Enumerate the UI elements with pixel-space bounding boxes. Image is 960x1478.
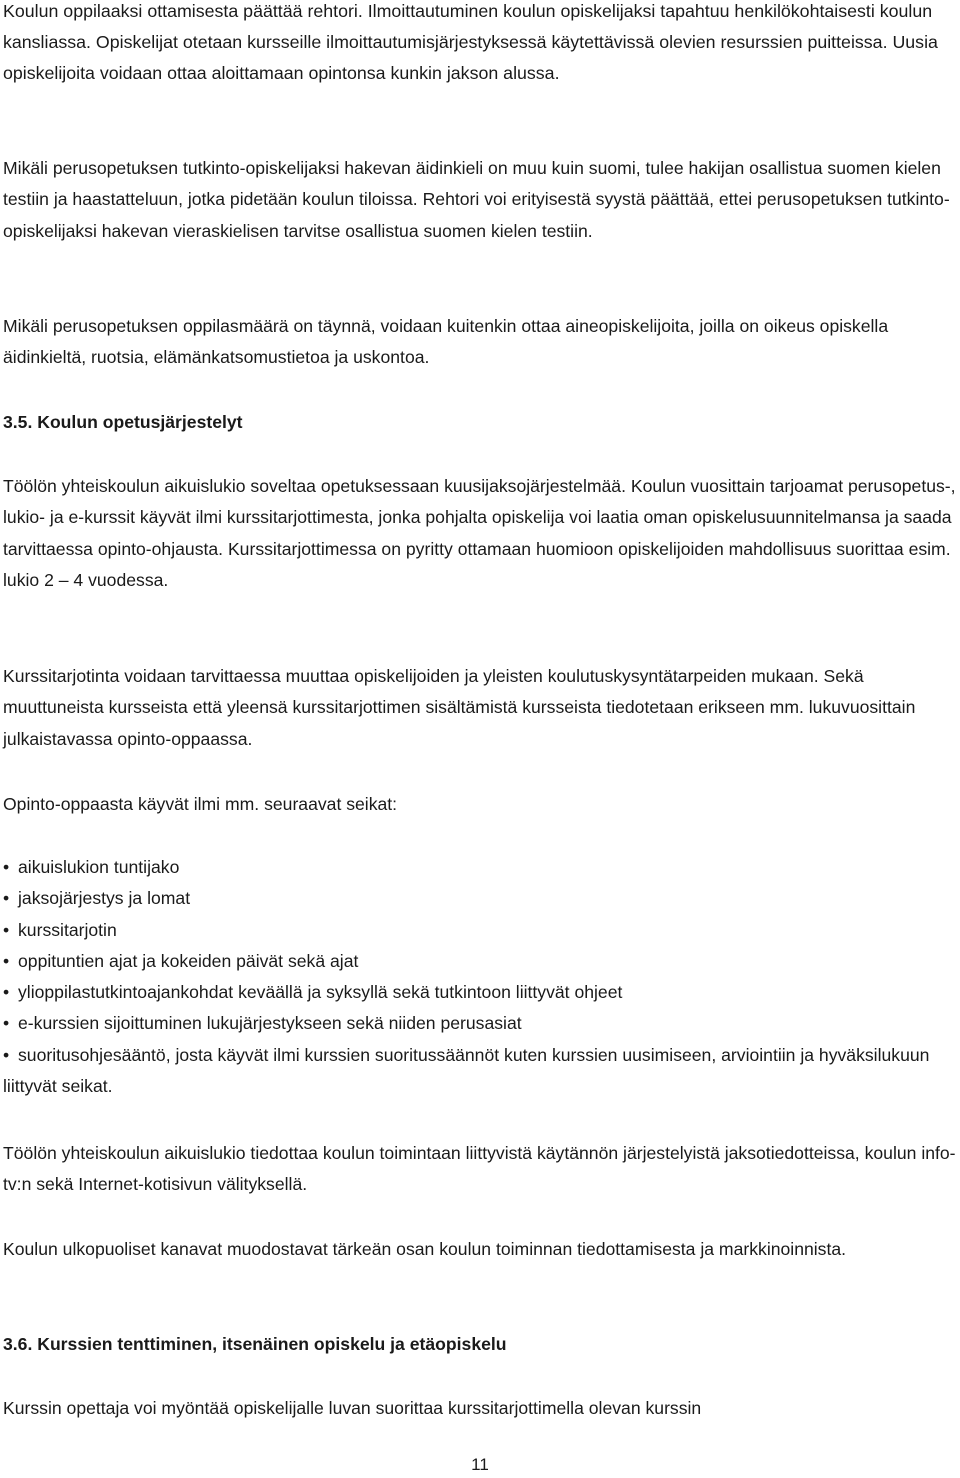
list-item: • jaksojärjestys ja lomat (3, 883, 958, 914)
list-item: • suoritusohjesääntö, josta käyvät ilmi kurssien suoritussäännöt kuten kurssien uusimiseen, arviointiin ja hyväksilukuun liittyvät seikat. (3, 1040, 958, 1103)
bullet-mark: • (3, 982, 10, 1003)
paragraph-study-guide-intro: Opinto-oppaasta käyvät ilmi mm. seuraavat seikat: (3, 794, 398, 814)
bullet-mark: • (3, 950, 10, 971)
page-number: 11 (471, 1455, 489, 1474)
section-heading-3-6: 3.6. Kurssien tenttiminen, itsenäinen opiskelu ja etäopiskelu (3, 1334, 507, 1354)
bullet-mark: • (3, 888, 10, 909)
list-item: • ylioppilastutkintoajankohdat keväällä ja syksyllä sekä tutkintoon liittyvät ohjeet (3, 977, 958, 1008)
paragraph-admission: Koulun oppilaaksi ottamisesta päättää rehtori. Ilmoittautuminen koulun opiskelijaksi tapahtuu henkilökohtaisesti koulun kansliassa. Opiskelijat otetaan kursseille ilmoittautumisjärjestyksessä käytettävissä olevien resurssien puitteissa. Uusia opiskelijoita voidaan ottaa aloittamaan opintonsa kunkin jakson alussa. (3, 1, 938, 83)
study-guide-list (3, 852, 958, 1102)
bullet-mark: • (3, 1044, 10, 1065)
paragraph-language-test: Mikäli perusopetuksen tutkinto-opiskelijaksi hakevan äidinkieli on muu kuin suomi, tulee hakijan osallistua suomen kielen testiin ja haastatteluun, jotka pidetään koulun tiloissa. Rehtori voi erityisestä syystä päättää, ettei perusopetuksen tutkinto-opiskelijaksi hakevan vieraskielisen tarvitse osallistua suomen kielen testiin. (3, 158, 950, 241)
list-item: • oppituntien ajat ja kokeiden päivät sekä ajat (3, 946, 958, 977)
bullet-mark: • (3, 857, 10, 877)
list-item: • aikuislukion tuntijako (3, 852, 958, 883)
paragraph-external-channels: Koulun ulkopuoliset kanavat muodostavat tärkeän osan koulun toiminnan tiedottamisesta ja markkinoinnista. (3, 1239, 847, 1259)
paragraph-subject-students: Mikäli perusopetuksen oppilasmäärä on täynnä, voidaan kuitenkin ottaa aineopiskelijoita, joilla on oikeus opiskella äidinkieltä, ruotsia, elämänkatsomustietoa ja uskontoa. (3, 316, 889, 368)
paragraph-six-period-system: Töölön yhteiskoulun aikuislukio soveltaa opetuksessaan kuusijaksojärjestelmää. Koulun vuosittain tarjoamat perusopetus-, lukio- ja e-kurssit käyvät ilmi kurssitarjottimesta, jonka pohjalta opiskelija voi laatia oman opiskelusuunnitelmansa ja saada tarvittaessa opinto-ohjausta. Kurssitarjottimessa on pyritty ottamaan huomioon opiskelijoiden mahdollisuus suorittaa esim. lukio 2 – 4 vuodessa. (3, 476, 956, 590)
paragraph-internal-communication: Töölön yhteiskoulun aikuislukio tiedottaa koulun toimintaan liittyvistä käytännön järjestelyistä jaksotiedotteissa, koulun info-tv:n sekä Internet-kotisivun välityksellä. (3, 1143, 956, 1195)
list-item: • e-kurssien sijoittuminen lukujärjestykseen sekä niiden perusasiat (3, 1008, 958, 1039)
bullet-mark: • (3, 1013, 10, 1034)
paragraph-course-tray-changes: Kurssitarjotinta voidaan tarvittaessa muuttaa opiskelijoiden ja yleisten koulutuskysyntätarpeiden mukaan. Sekä muuttuneista kursseista että yleensä kurssitarjottimen sisältämistä kursseista tiedotetaan erikseen mm. lukuvuosittain julkaistavassa opinto-oppaassa. (3, 666, 916, 749)
list-item: • kurssitarjotin (3, 915, 958, 946)
section-heading-3-5: 3.5. Koulun opetusjärjestelyt (3, 412, 243, 432)
paragraph-exam-permission: Kurssin opettaja voi myöntää opiskelijalle luvan suorittaa kurssitarjottimella olevan kurssin (3, 1398, 702, 1418)
bullet-mark: • (3, 919, 10, 940)
